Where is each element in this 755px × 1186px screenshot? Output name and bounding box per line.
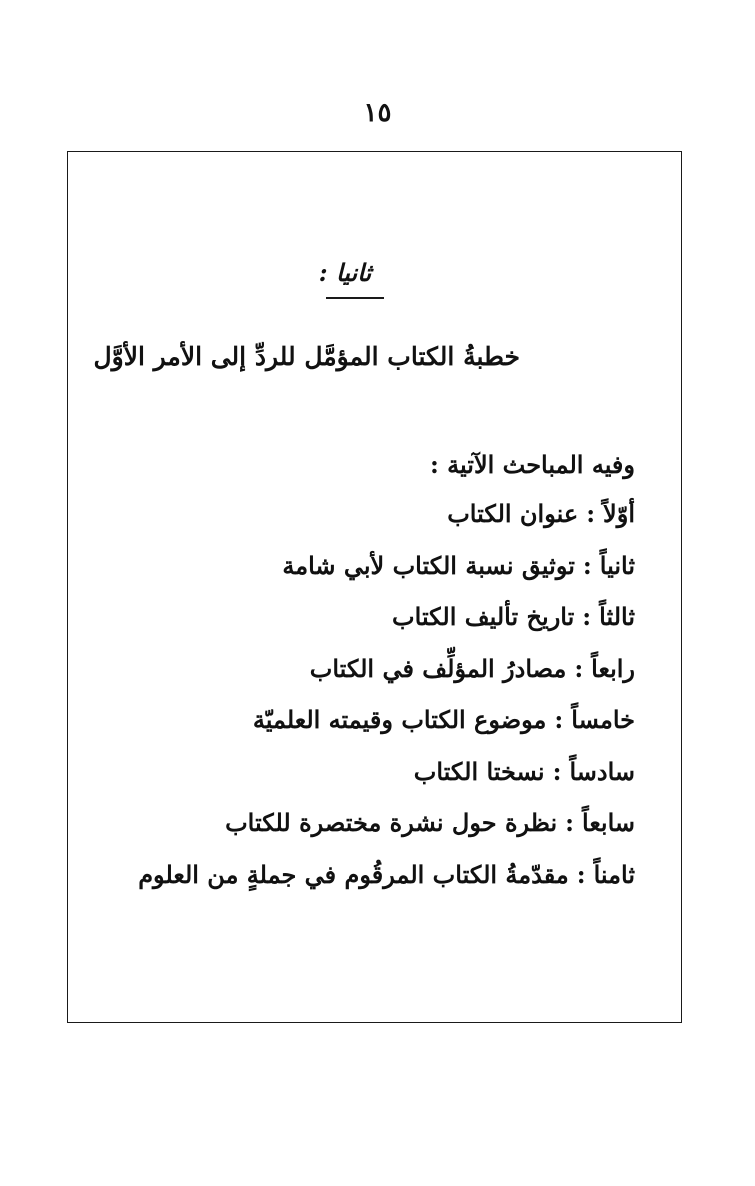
topic-ordinal: سادساً — [569, 756, 635, 786]
topic-item — [138, 805, 635, 857]
topic-separator: : — [586, 499, 596, 528]
topic-text: موضوع الكتاب وقيمته العلميّة — [252, 705, 547, 734]
topic-text: نسختا الكتاب — [413, 756, 545, 786]
topic-separator: : — [582, 550, 592, 580]
chapter-title: خطبةُ الكتاب المؤمَّل للردِّ إلى الأمر الأوَّل — [93, 342, 520, 371]
topic-item — [138, 754, 635, 806]
topic-separator: : — [565, 808, 574, 837]
topic-separator: : — [576, 859, 586, 889]
topic-text: تاريخ تأليف الكتاب — [392, 602, 575, 631]
page-number: ١٥ — [363, 98, 392, 128]
topic-ordinal: ثالثاً — [599, 602, 635, 631]
topic-text: عنوان الكتاب — [447, 499, 579, 528]
topic-item — [138, 651, 635, 703]
topic-text: مصادرُ المؤلِّف في الكتاب — [309, 653, 567, 683]
topic-text: توثيق نسبة الكتاب لأبي شامة — [282, 550, 575, 580]
topic-ordinal: ثانياً — [599, 550, 635, 580]
section-label-underline — [326, 297, 384, 299]
topic-ordinal: سابعاً — [582, 808, 635, 837]
topic-separator: : — [552, 756, 562, 786]
topic-item — [138, 702, 635, 754]
topic-item — [138, 548, 635, 600]
topic-separator: : — [574, 653, 584, 683]
topic-text: نظرة حول نشرة مختصرة للكتاب — [225, 808, 558, 837]
topic-ordinal: خامساً — [571, 705, 635, 734]
topic-item — [138, 599, 635, 651]
topic-separator: : — [554, 705, 564, 734]
topic-separator: : — [582, 602, 592, 631]
topic-item — [138, 496, 635, 548]
topics-list — [138, 496, 635, 908]
topic-ordinal: أوّلاً — [603, 499, 635, 528]
topic-ordinal: ثامناً — [593, 859, 635, 889]
topic-text: مقدّمةُ الكتاب المرقُوم في جملةٍ من العلوم — [138, 859, 569, 889]
contents-intro: وفيه المباحث الآتية : — [429, 450, 635, 479]
topic-ordinal: رابعاً — [591, 653, 635, 683]
topic-item — [138, 857, 635, 909]
section-label: ثانيا : — [318, 258, 372, 287]
